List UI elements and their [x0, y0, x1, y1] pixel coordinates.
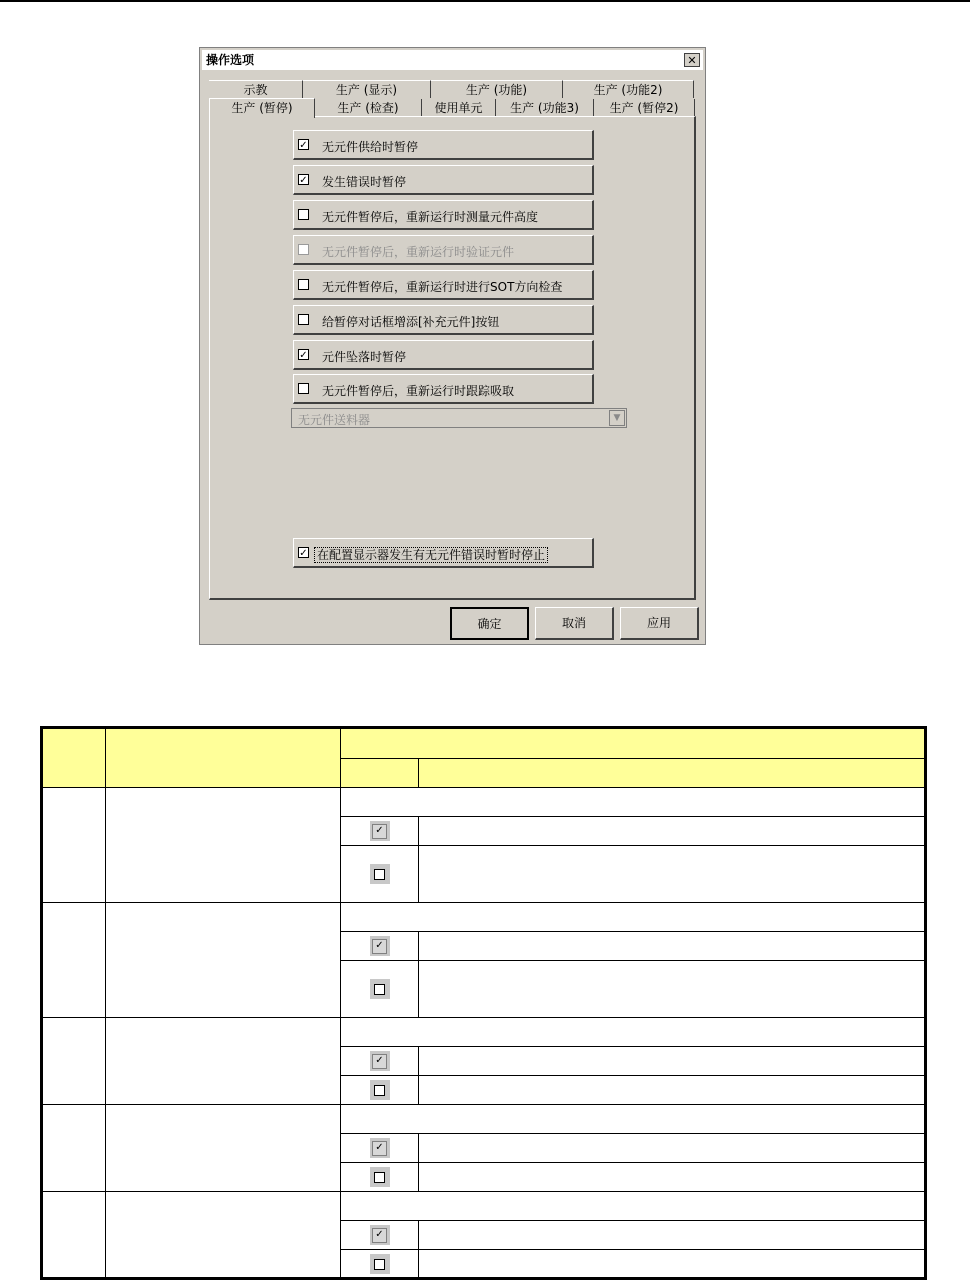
table-header-item — [106, 728, 341, 788]
tab-production-function[interactable]: 生产 (功能) — [431, 80, 563, 98]
checked-icon: ✓ — [370, 821, 390, 841]
settings-table — [40, 726, 927, 1280]
checked-icon: ✓ — [370, 1138, 390, 1158]
tab-production-function2[interactable]: 生产 (功能2) — [563, 80, 694, 98]
table-row-item — [106, 1018, 341, 1105]
table-cell-desc — [419, 961, 926, 1018]
dialog-title: 操作选项 — [206, 53, 255, 67]
checkbox-checked[interactable]: ✓ — [299, 140, 308, 151]
tab-production-pause2[interactable]: 生产 (暂停2) — [594, 99, 695, 117]
checked-icon: ✓ — [370, 1051, 390, 1071]
table-header-setting — [341, 728, 926, 759]
option-label: 给暂停对话框增添[补充元件]按钮 — [322, 315, 500, 329]
table-row-summary — [341, 1192, 926, 1221]
checked-icon: ✓ — [370, 1225, 390, 1245]
feeder-combo-value: 无元件送料器 — [298, 413, 371, 427]
table-cell-desc — [419, 1047, 926, 1076]
chevron-down-icon[interactable]: ▼ — [609, 410, 625, 426]
table-row-summary — [341, 1105, 926, 1134]
tab-production-function3[interactable]: 生产 (功能3) — [496, 99, 594, 117]
unchecked-icon — [370, 1080, 390, 1100]
checked-icon: ✓ — [370, 936, 390, 956]
option-label: 无元件暂停后，重新运行时验证元件 — [322, 245, 515, 259]
checkbox-checked[interactable]: ✓ — [299, 350, 308, 361]
unchecked-icon — [370, 1254, 390, 1274]
table-row-summary — [341, 903, 926, 932]
option-label: 无元件暂停后，重新运行时跟踪吸取 — [322, 384, 515, 398]
checkbox-unchecked[interactable] — [298, 314, 309, 325]
page-top-rule — [0, 0, 970, 2]
table-cell-desc — [419, 1221, 926, 1250]
option-7[interactable] — [293, 340, 594, 370]
table-cell-desc — [419, 1163, 926, 1192]
option-2[interactable] — [293, 165, 594, 195]
table-row-no — [42, 788, 106, 903]
table-row-no — [42, 1018, 106, 1105]
tab-teach[interactable]: 示教 — [209, 80, 303, 98]
option-bottom-pause-label: 在配置显示器发生有无元件错误时暂时停止 — [314, 547, 548, 563]
option-label: 发生错误时暂停 — [322, 175, 407, 189]
dialog-titlebar — [202, 50, 703, 70]
table-row-item — [106, 1192, 341, 1279]
feeder-combo[interactable] — [291, 408, 627, 428]
table-cell-desc — [419, 1076, 926, 1105]
table-header-desc — [419, 759, 926, 788]
tab-production-pause[interactable]: 生产 (暂停) — [209, 98, 315, 118]
table-cell-desc — [419, 1134, 926, 1163]
option-4 — [293, 235, 594, 265]
table-row-item — [106, 1105, 341, 1192]
unchecked-icon — [370, 979, 390, 999]
checkbox-unchecked[interactable] — [298, 279, 309, 290]
option-1[interactable] — [293, 130, 594, 160]
option-6[interactable] — [293, 305, 594, 335]
checkbox-unchecked — [298, 244, 309, 255]
option-label: 元件坠落时暂停 — [322, 350, 407, 364]
tab-production-check[interactable]: 生产 (检查) — [315, 99, 422, 117]
unchecked-icon — [370, 864, 390, 884]
option-8[interactable] — [293, 374, 594, 404]
ok-button[interactable]: 确定 — [450, 607, 529, 640]
table-row-no — [42, 1192, 106, 1279]
apply-button[interactable]: 应用 — [620, 607, 699, 640]
close-icon[interactable]: ✕ — [684, 53, 700, 67]
table-cell-desc — [419, 932, 926, 961]
option-3[interactable] — [293, 200, 594, 230]
option-5[interactable] — [293, 270, 594, 300]
table-row-item — [106, 903, 341, 1018]
table-cell-desc — [419, 817, 926, 846]
table-row-summary — [341, 788, 926, 817]
table-cell-desc — [419, 1250, 926, 1279]
option-label: 无元件供给时暂停 — [322, 140, 419, 154]
table-row-no — [42, 1105, 106, 1192]
tab-production-display[interactable]: 生产 (显示) — [303, 80, 431, 98]
table-header-no — [42, 728, 106, 788]
table-cell-desc — [419, 846, 926, 903]
checkbox-checked[interactable]: ✓ — [299, 175, 308, 186]
option-bottom-pause[interactable] — [293, 538, 594, 568]
table-row-summary — [341, 1018, 926, 1047]
checkbox-unchecked[interactable] — [298, 209, 309, 220]
table-row-item — [106, 788, 341, 903]
option-label: 无元件暂停后，重新运行时进行SOT方向检查 — [322, 280, 563, 294]
option-label: 无元件暂停后，重新运行时测量元件高度 — [322, 210, 539, 224]
checkbox-bottom-pause[interactable]: ✓ — [299, 548, 308, 559]
table-header-check — [341, 759, 419, 788]
checkbox-unchecked[interactable] — [298, 383, 309, 394]
tab-use-unit[interactable]: 使用单元 — [422, 99, 496, 117]
table-row-no — [42, 903, 106, 1018]
cancel-button[interactable]: 取消 — [535, 607, 614, 640]
unchecked-icon — [370, 1167, 390, 1187]
